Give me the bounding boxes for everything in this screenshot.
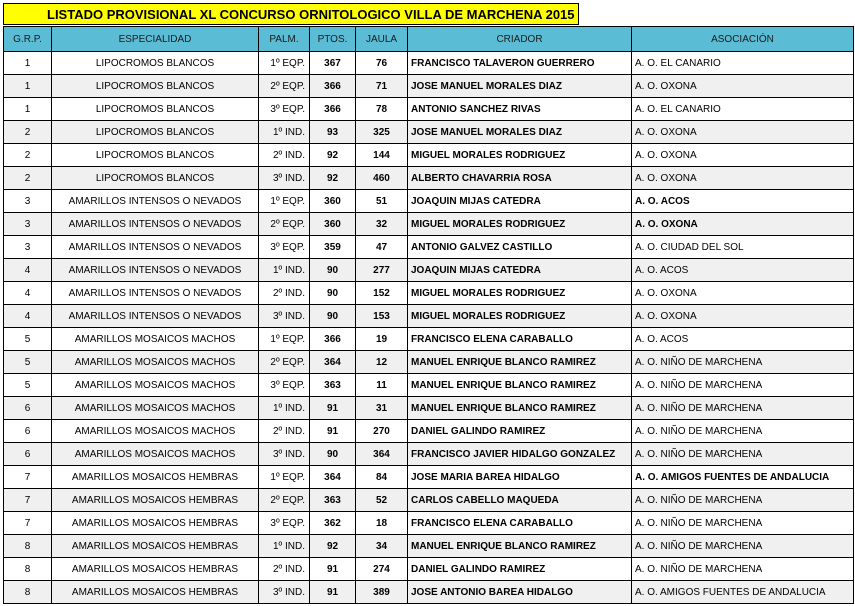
table-row bbox=[4, 167, 854, 190]
cell-jaula: 270 bbox=[356, 420, 408, 443]
cell-criador: MIGUEL MORALES RODRIGUEZ bbox=[408, 213, 632, 236]
cell-especialidad: LIPOCROMOS BLANCOS bbox=[52, 52, 259, 75]
cell-asociacion: A. O. NIÑO DE MARCHENA bbox=[632, 512, 854, 535]
cell-asociacion: A. O. OXONA bbox=[632, 213, 854, 236]
cell-especialidad: AMARILLOS MOSAICOS MACHOS bbox=[52, 351, 259, 374]
table-row bbox=[4, 282, 854, 305]
table-row bbox=[4, 443, 854, 466]
cell-palm: 3º EQP. bbox=[259, 236, 310, 259]
cell-grp: 5 bbox=[4, 374, 52, 397]
cell-especialidad: AMARILLOS MOSAICOS HEMBRAS bbox=[52, 512, 259, 535]
cell-asociacion: A. O. OXONA bbox=[632, 144, 854, 167]
cell-jaula: 84 bbox=[356, 466, 408, 489]
cell-criador: ANTONIO SANCHEZ RIVAS bbox=[408, 98, 632, 121]
header-palm: PALM. bbox=[259, 27, 310, 52]
table-row bbox=[4, 581, 854, 604]
cell-especialidad: AMARILLOS INTENSOS O NEVADOS bbox=[52, 213, 259, 236]
cell-asociacion: A. O. ACOS bbox=[632, 259, 854, 282]
cell-ptos: 364 bbox=[310, 351, 356, 374]
cell-jaula: 460 bbox=[356, 167, 408, 190]
cell-jaula: 274 bbox=[356, 558, 408, 581]
cell-ptos: 366 bbox=[310, 75, 356, 98]
cell-criador: ALBERTO CHAVARRIA ROSA bbox=[408, 167, 632, 190]
cell-asociacion: A. O. OXONA bbox=[632, 75, 854, 98]
cell-especialidad: AMARILLOS INTENSOS O NEVADOS bbox=[52, 305, 259, 328]
header-ptos: PTOS. bbox=[310, 27, 356, 52]
cell-criador: MIGUEL MORALES RODRIGUEZ bbox=[408, 282, 632, 305]
cell-ptos: 360 bbox=[310, 213, 356, 236]
table-row bbox=[4, 397, 854, 420]
cell-grp: 1 bbox=[4, 52, 52, 75]
cell-jaula: 364 bbox=[356, 443, 408, 466]
cell-palm: 3º EQP. bbox=[259, 512, 310, 535]
cell-asociacion: A. O. ACOS bbox=[632, 328, 854, 351]
cell-grp: 4 bbox=[4, 282, 52, 305]
cell-jaula: 19 bbox=[356, 328, 408, 351]
cell-especialidad: AMARILLOS INTENSOS O NEVADOS bbox=[52, 236, 259, 259]
cell-criador: MIGUEL MORALES RODRIGUEZ bbox=[408, 305, 632, 328]
cell-jaula: 11 bbox=[356, 374, 408, 397]
cell-ptos: 92 bbox=[310, 167, 356, 190]
cell-palm: 2º EQP. bbox=[259, 351, 310, 374]
document-title: LISTADO PROVISIONAL XL CONCURSO ORNITOLOGICO VILLA DE MARCHENA 2015 bbox=[3, 3, 579, 25]
cell-criador: FRANCISCO ELENA CARABALLO bbox=[408, 512, 632, 535]
cell-criador: FRANCISCO JAVIER HIDALGO GONZALEZ bbox=[408, 443, 632, 466]
cell-jaula: 76 bbox=[356, 52, 408, 75]
cell-jaula: 47 bbox=[356, 236, 408, 259]
cell-palm: 2º EQP. bbox=[259, 213, 310, 236]
cell-ptos: 92 bbox=[310, 144, 356, 167]
table-row bbox=[4, 351, 854, 374]
table-row bbox=[4, 489, 854, 512]
cell-palm: 1º IND. bbox=[259, 397, 310, 420]
cell-asociacion: A. O. NIÑO DE MARCHENA bbox=[632, 489, 854, 512]
cell-grp: 2 bbox=[4, 167, 52, 190]
cell-palm: 2º IND. bbox=[259, 420, 310, 443]
results-table bbox=[3, 26, 854, 604]
cell-ptos: 91 bbox=[310, 581, 356, 604]
table-row bbox=[4, 259, 854, 282]
cell-grp: 5 bbox=[4, 351, 52, 374]
table-row bbox=[4, 98, 854, 121]
cell-palm: 1º EQP. bbox=[259, 52, 310, 75]
cell-palm: 1º EQP. bbox=[259, 328, 310, 351]
cell-palm: 1º IND. bbox=[259, 259, 310, 282]
table-row bbox=[4, 558, 854, 581]
cell-palm: 2º EQP. bbox=[259, 75, 310, 98]
cell-criador: JOSE MARIA BAREA HIDALGO bbox=[408, 466, 632, 489]
cell-criador: DANIEL GALINDO RAMIREZ bbox=[408, 558, 632, 581]
cell-especialidad: AMARILLOS MOSAICOS HEMBRAS bbox=[52, 535, 259, 558]
cell-asociacion: A. O. OXONA bbox=[632, 282, 854, 305]
cell-grp: 3 bbox=[4, 213, 52, 236]
cell-ptos: 92 bbox=[310, 535, 356, 558]
cell-palm: 1º EQP. bbox=[259, 190, 310, 213]
cell-palm: 3º IND. bbox=[259, 581, 310, 604]
table-row bbox=[4, 190, 854, 213]
cell-ptos: 366 bbox=[310, 328, 356, 351]
table-header-row bbox=[4, 27, 854, 52]
cell-jaula: 32 bbox=[356, 213, 408, 236]
cell-especialidad: AMARILLOS MOSAICOS HEMBRAS bbox=[52, 489, 259, 512]
cell-palm: 2º IND. bbox=[259, 144, 310, 167]
cell-asociacion: A. O. AMIGOS FUENTES DE ANDALUCIA bbox=[632, 581, 854, 604]
cell-asociacion: A. O. CIUDAD DEL SOL bbox=[632, 236, 854, 259]
cell-jaula: 277 bbox=[356, 259, 408, 282]
cell-especialidad: AMARILLOS INTENSOS O NEVADOS bbox=[52, 282, 259, 305]
cell-asociacion: A. O. EL CANARIO bbox=[632, 98, 854, 121]
cell-criador: DANIEL GALINDO RAMIREZ bbox=[408, 420, 632, 443]
cell-ptos: 367 bbox=[310, 52, 356, 75]
cell-especialidad: AMARILLOS MOSAICOS HEMBRAS bbox=[52, 558, 259, 581]
cell-palm: 1º IND. bbox=[259, 535, 310, 558]
cell-palm: 3º IND. bbox=[259, 305, 310, 328]
cell-ptos: 90 bbox=[310, 259, 356, 282]
cell-jaula: 12 bbox=[356, 351, 408, 374]
table-row bbox=[4, 420, 854, 443]
cell-especialidad: AMARILLOS INTENSOS O NEVADOS bbox=[52, 259, 259, 282]
cell-palm: 3º EQP. bbox=[259, 98, 310, 121]
cell-criador: JOSE ANTONIO BAREA HIDALGO bbox=[408, 581, 632, 604]
cell-especialidad: AMARILLOS MOSAICOS MACHOS bbox=[52, 328, 259, 351]
cell-especialidad: AMARILLOS MOSAICOS MACHOS bbox=[52, 443, 259, 466]
cell-criador: CARLOS CABELLO MAQUEDA bbox=[408, 489, 632, 512]
table-row bbox=[4, 512, 854, 535]
cell-criador: MANUEL ENRIQUE BLANCO RAMIREZ bbox=[408, 351, 632, 374]
cell-grp: 6 bbox=[4, 420, 52, 443]
cell-jaula: 52 bbox=[356, 489, 408, 512]
cell-criador: JOAQUIN MIJAS CATEDRA bbox=[408, 190, 632, 213]
cell-jaula: 325 bbox=[356, 121, 408, 144]
cell-ptos: 363 bbox=[310, 374, 356, 397]
cell-grp: 8 bbox=[4, 558, 52, 581]
cell-grp: 3 bbox=[4, 236, 52, 259]
cell-palm: 2º EQP. bbox=[259, 489, 310, 512]
cell-palm: 2º IND. bbox=[259, 558, 310, 581]
cell-ptos: 363 bbox=[310, 489, 356, 512]
cell-ptos: 91 bbox=[310, 420, 356, 443]
cell-asociacion: A. O. NIÑO DE MARCHENA bbox=[632, 351, 854, 374]
cell-criador: ANTONIO GALVEZ CASTILLO bbox=[408, 236, 632, 259]
cell-ptos: 362 bbox=[310, 512, 356, 535]
cell-jaula: 51 bbox=[356, 190, 408, 213]
cell-criador: FRANCISCO TALAVERON GUERRERO bbox=[408, 52, 632, 75]
header-jaula: JAULA bbox=[356, 27, 408, 52]
cell-ptos: 360 bbox=[310, 190, 356, 213]
cell-ptos: 364 bbox=[310, 466, 356, 489]
cell-ptos: 366 bbox=[310, 98, 356, 121]
cell-especialidad: AMARILLOS MOSAICOS MACHOS bbox=[52, 374, 259, 397]
cell-asociacion: A. O. OXONA bbox=[632, 167, 854, 190]
cell-especialidad: LIPOCROMOS BLANCOS bbox=[52, 121, 259, 144]
cell-especialidad: LIPOCROMOS BLANCOS bbox=[52, 144, 259, 167]
cell-grp: 6 bbox=[4, 397, 52, 420]
cell-ptos: 90 bbox=[310, 443, 356, 466]
cell-jaula: 389 bbox=[356, 581, 408, 604]
cell-jaula: 78 bbox=[356, 98, 408, 121]
cell-especialidad: LIPOCROMOS BLANCOS bbox=[52, 75, 259, 98]
cell-palm: 1º EQP. bbox=[259, 466, 310, 489]
cell-asociacion: A. O. OXONA bbox=[632, 305, 854, 328]
header-grp: G.R.P. bbox=[4, 27, 52, 52]
table-row bbox=[4, 535, 854, 558]
cell-grp: 4 bbox=[4, 305, 52, 328]
cell-criador: JOAQUIN MIJAS CATEDRA bbox=[408, 259, 632, 282]
cell-ptos: 91 bbox=[310, 558, 356, 581]
cell-asociacion: A. O. ACOS bbox=[632, 190, 854, 213]
cell-palm: 2º IND. bbox=[259, 282, 310, 305]
cell-especialidad: AMARILLOS INTENSOS O NEVADOS bbox=[52, 190, 259, 213]
cell-criador: JOSE MANUEL MORALES DIAZ bbox=[408, 121, 632, 144]
cell-criador: FRANCISCO ELENA CARABALLO bbox=[408, 328, 632, 351]
cell-grp: 7 bbox=[4, 489, 52, 512]
table-row bbox=[4, 236, 854, 259]
cell-especialidad: AMARILLOS MOSAICOS MACHOS bbox=[52, 420, 259, 443]
cell-jaula: 34 bbox=[356, 535, 408, 558]
cell-jaula: 31 bbox=[356, 397, 408, 420]
cell-especialidad: LIPOCROMOS BLANCOS bbox=[52, 167, 259, 190]
table-row bbox=[4, 75, 854, 98]
table-row bbox=[4, 213, 854, 236]
cell-ptos: 359 bbox=[310, 236, 356, 259]
cell-grp: 7 bbox=[4, 512, 52, 535]
cell-grp: 6 bbox=[4, 443, 52, 466]
header-criador: CRIADOR bbox=[408, 27, 632, 52]
cell-criador: MANUEL ENRIQUE BLANCO RAMIREZ bbox=[408, 397, 632, 420]
cell-especialidad: LIPOCROMOS BLANCOS bbox=[52, 98, 259, 121]
cell-grp: 4 bbox=[4, 259, 52, 282]
table-row bbox=[4, 52, 854, 75]
cell-grp: 8 bbox=[4, 581, 52, 604]
cell-criador: JOSE MANUEL MORALES DIAZ bbox=[408, 75, 632, 98]
cell-jaula: 71 bbox=[356, 75, 408, 98]
header-especialidad: ESPECIALIDAD bbox=[52, 27, 259, 52]
cell-palm: 3º EQP. bbox=[259, 374, 310, 397]
cell-especialidad: AMARILLOS MOSAICOS HEMBRAS bbox=[52, 466, 259, 489]
cell-grp: 1 bbox=[4, 98, 52, 121]
cell-criador: MIGUEL MORALES RODRIGUEZ bbox=[408, 144, 632, 167]
cell-ptos: 90 bbox=[310, 282, 356, 305]
header-asociacion: ASOCIACIÓN bbox=[632, 27, 854, 52]
cell-grp: 8 bbox=[4, 535, 52, 558]
cell-asociacion: A. O. NIÑO DE MARCHENA bbox=[632, 558, 854, 581]
table-row bbox=[4, 121, 854, 144]
cell-asociacion: A. O. AMIGOS FUENTES DE ANDALUCIA bbox=[632, 466, 854, 489]
table-row bbox=[4, 466, 854, 489]
table-body bbox=[4, 52, 854, 604]
cell-grp: 3 bbox=[4, 190, 52, 213]
cell-jaula: 153 bbox=[356, 305, 408, 328]
cell-palm: 3º IND. bbox=[259, 167, 310, 190]
cell-criador: MANUEL ENRIQUE BLANCO RAMIREZ bbox=[408, 374, 632, 397]
cell-asociacion: A. O. NIÑO DE MARCHENA bbox=[632, 443, 854, 466]
cell-asociacion: A. O. NIÑO DE MARCHENA bbox=[632, 397, 854, 420]
cell-especialidad: AMARILLOS MOSAICOS MACHOS bbox=[52, 397, 259, 420]
table-row bbox=[4, 374, 854, 397]
cell-especialidad: AMARILLOS MOSAICOS HEMBRAS bbox=[52, 581, 259, 604]
cell-grp: 2 bbox=[4, 121, 52, 144]
cell-asociacion: A. O. EL CANARIO bbox=[632, 52, 854, 75]
cell-ptos: 90 bbox=[310, 305, 356, 328]
cell-asociacion: A. O. NIÑO DE MARCHENA bbox=[632, 420, 854, 443]
cell-jaula: 18 bbox=[356, 512, 408, 535]
cell-criador: MANUEL ENRIQUE BLANCO RAMIREZ bbox=[408, 535, 632, 558]
cell-palm: 3º IND. bbox=[259, 443, 310, 466]
cell-grp: 7 bbox=[4, 466, 52, 489]
cell-grp: 1 bbox=[4, 75, 52, 98]
cell-grp: 2 bbox=[4, 144, 52, 167]
table-row bbox=[4, 305, 854, 328]
cell-asociacion: A. O. NIÑO DE MARCHENA bbox=[632, 374, 854, 397]
cell-ptos: 91 bbox=[310, 397, 356, 420]
table-row bbox=[4, 144, 854, 167]
table-row bbox=[4, 328, 854, 351]
cell-palm: 1º IND. bbox=[259, 121, 310, 144]
cell-jaula: 152 bbox=[356, 282, 408, 305]
cell-asociacion: A. O. NIÑO DE MARCHENA bbox=[632, 535, 854, 558]
cell-jaula: 144 bbox=[356, 144, 408, 167]
cell-grp: 5 bbox=[4, 328, 52, 351]
cell-asociacion: A. O. OXONA bbox=[632, 121, 854, 144]
cell-ptos: 93 bbox=[310, 121, 356, 144]
